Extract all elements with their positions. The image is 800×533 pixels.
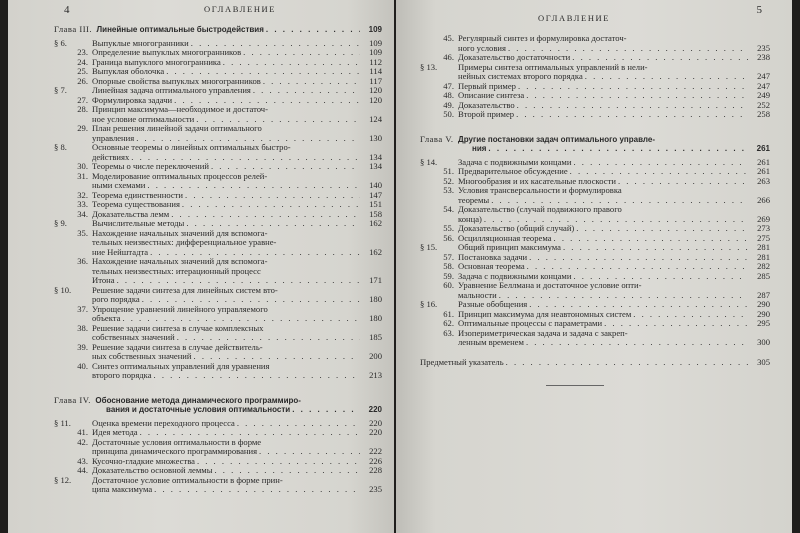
entry-text: Линейные оптимальные быстродействия [96,25,264,34]
section-number: § 8. [54,142,67,152]
entry-text: тельных неизвестных: дифференциальное уравне- [92,237,277,247]
entry-text: ния [472,144,487,153]
page-ref: 109 [369,37,382,48]
subsection-number: 25. [77,66,88,76]
subsection-number: 38. [77,322,88,333]
entry-text: вания и достаточные условия оптимальности [106,405,291,414]
section-entry [54,286,382,305]
entry-text: Кусочно-гладкие множества [92,455,195,466]
leader-dots [515,101,748,111]
entry-text: объекта [92,313,121,323]
entry-line [420,144,770,154]
subsection-number: 49. [443,99,454,110]
leader-dots [221,58,360,68]
subsection-number: 54. [443,204,454,214]
entry-text: Разные обобщения [458,299,528,309]
subsection-entry [420,329,770,348]
page-ref: 266 [757,194,770,205]
page-ref: 290 [757,308,770,319]
entry-text: Основные теоремы о линейных оптимальных быстро- [92,142,291,152]
leader-dots [169,210,360,220]
page-ref: 162 [369,218,382,228]
leader-dots [583,72,748,82]
entry-text: второго порядка [92,370,152,380]
subsection-number: 43. [77,455,88,466]
leader-dots [561,243,748,253]
subsection-number: 55. [443,223,454,233]
entry-line [92,124,382,134]
subsection-number: 58. [443,261,454,271]
page-ref: 117 [369,75,382,86]
page-ref: 275 [757,232,770,243]
entry-text: Идея метода [92,427,138,437]
page-ref: 200 [369,351,382,361]
right-page [396,0,792,533]
spacer [420,120,770,130]
subsection-number: 45. [443,33,454,43]
entry-text: Уравнение Беллмана и достаточное условие опти- [458,280,642,290]
entry-text: Синтез оптимальных управлений для уравнения [92,360,270,371]
entry-body [92,362,382,381]
subsection-number: 44. [77,465,88,475]
leader-dots [183,191,360,201]
page-ref: 220 [369,427,382,437]
entry-text: Обоснование метода динамического программиро- [95,395,301,405]
page-ref: 140 [369,180,382,190]
page-ref: 171 [369,275,382,285]
entry-text: Достаточное условие оптимальности в форме прин- [92,474,283,485]
page-ref: 252 [757,99,770,110]
page-ref: 235 [369,484,382,494]
entry-text: Первый пример [458,80,516,91]
subsection-entry [420,186,770,205]
subsection-entry [54,343,382,362]
page-ref: 287 [757,289,770,300]
page-ref: 261 [756,144,770,153]
entry-text: собственных значений [92,332,175,342]
entry-body [92,286,382,305]
section-number: § 11. [54,417,71,428]
subsection-number: 50. [443,109,454,119]
entry-text: Нахождение начальных значений для вспомога- [92,256,268,266]
entry-text: действиях [92,151,130,162]
chapter-entry [54,25,382,35]
entry-text: ние Нейштадта [92,246,149,257]
subsection-entry [54,172,382,191]
section-number: § 6. [54,37,67,48]
page-ref: 282 [757,261,770,271]
leader-dots [152,371,360,381]
entry-text: Определение выпуклых многогранников [92,47,242,57]
leader-dots [152,485,360,495]
entry-text: Принцип максимума—необходимое и достаточ- [92,104,268,114]
subsection-number: 36. [77,256,88,266]
subsection-number: 28. [77,104,88,114]
entry-body [458,329,770,348]
subsection-number: 59. [443,270,454,281]
entry-body [92,172,382,191]
page-ref: 273 [757,223,770,233]
entry-text: Опорные свойства выпуклых многогранников [92,75,261,86]
leader-dots [571,158,748,168]
chapter-entry [54,396,382,415]
entry-text: Вычислительные методы [92,218,185,228]
chapter-label: Глава V. [420,133,454,144]
entry-text: Доказательство [458,99,515,110]
page-ref: 222 [369,446,382,456]
page-ref: 238 [757,52,770,62]
page-ref: 158 [369,208,382,219]
entry-text: Выпуклые многогранники [92,37,189,48]
subsection-entry [54,257,382,286]
section-number: § 13. [420,61,438,72]
entry-body [458,34,770,53]
entry-text: Граница выпуклого многогранника [92,56,221,67]
subsection-entry [420,205,770,224]
entry-text: Регулярный синтез и формулировка достаточ- [458,33,627,43]
subsection-number: 60. [443,280,454,290]
subsection-number: 24. [77,56,88,67]
entry-line [458,338,770,348]
page-ref: 213 [369,370,382,380]
subsection-number: 41. [77,427,88,437]
leader-dots [261,77,360,87]
page-ref: 151 [369,199,382,209]
chapter-title [54,25,382,35]
entry-text: Примеры синтеза оптимальных управлений в нели- [458,61,648,72]
page-ref: 290 [757,299,770,309]
spacer [420,348,770,358]
page-ref: 162 [369,246,382,257]
entry-body [92,343,382,362]
subsection-entry [54,124,382,143]
entry-text: Постановка задачи [458,251,528,262]
page-ref: 220 [369,417,382,428]
leader-dots [251,86,360,96]
subsection-number: 52. [443,175,454,186]
entry-text: ных собственных значений [92,351,192,361]
page-ref: 247 [757,80,770,91]
page-ref: 305 [757,356,770,367]
page-ref: 228 [369,465,382,475]
subsection-entry [420,110,770,120]
entry-text: конца) [458,213,482,224]
entry-text: рого порядка [92,294,140,304]
entry-text: нейных системах второго порядка [458,71,583,81]
entry-text: Другие постановки задач оптимального управле- [458,134,655,144]
leader-dots [290,405,360,415]
entry-text: Теорема единственности [92,189,184,200]
subsection-number: 57. [443,251,454,262]
leader-dots [195,457,360,467]
subsection-number: 51. [443,166,454,176]
section-number: § 9. [54,218,67,228]
page-ref: 285 [757,270,770,281]
page-ref: 220 [368,405,382,414]
subsection-entry [54,229,382,258]
entry-body [92,105,382,124]
entry-text: Линейная задача оптимального управления [92,85,251,95]
entry-line [420,135,770,145]
subsection-number: 62. [443,318,454,328]
entry-body [92,257,382,286]
entry-text: мальности [458,289,497,300]
chapter-title [420,135,770,154]
subsection-number: 56. [443,232,454,243]
page-ref: 134 [369,151,382,162]
entry-body [92,324,382,343]
subsection-entry [54,438,382,457]
subsection-number: 40. [77,360,88,371]
page-ref: 124 [369,113,382,124]
entry-body [458,205,770,224]
section-entry [54,476,382,495]
toc-list [420,34,770,367]
subsection-number: 32. [77,189,88,200]
page-ref: 249 [757,90,770,100]
subsection-number: 42. [77,436,88,447]
page-ref: 120 [369,85,382,95]
entry-text: ного условия [458,42,506,53]
section-divider [546,385,604,386]
leader-dots [527,253,748,263]
leader-dots [264,25,360,35]
entry-text: ципа максимума [92,484,153,494]
entry-text: Достаточные условия оптимальности в форме [92,436,262,447]
section-entry [420,63,770,82]
running-head: ОГЛАВЛЕНИЕ [538,13,611,23]
entry-line [420,358,770,368]
entry-text: Второй пример [458,109,515,119]
leader-dots [574,224,748,234]
entry-text: принципа динамического программирования [92,446,258,456]
subsection-number: 47. [443,80,454,91]
subsection-entry [54,305,382,324]
page-ref: 261 [757,156,770,167]
subsection-number: 35. [77,227,88,238]
subsection-number: 27. [77,94,88,105]
section-number: § 16. [420,299,438,309]
entry-text: управления [92,132,135,143]
chapter-entry [420,135,770,154]
entry-body [458,63,770,82]
spacer [54,381,382,391]
subsection-number: 30. [77,161,88,171]
entry-line [458,110,770,120]
entry-text: Предметный указатель [420,356,504,367]
entry-text: ными схемами [92,180,146,190]
entry-line [458,186,770,196]
page-ref: 180 [369,313,382,323]
toc-list [54,20,382,495]
leader-dots [552,234,748,244]
entry-text: Основная теорема [458,261,525,271]
leader-dots [514,110,748,120]
entry-text: Доказательство основной леммы [92,465,213,475]
page-ref: 180 [369,294,382,304]
section-entry [54,143,382,162]
entry-text: Теоремы о числе переключений [92,161,209,171]
entry-text: ное условие оптимальности [92,113,195,124]
entry-text: Многообразия и их касательные плоскости [458,175,616,186]
subsection-number: 29. [77,123,88,133]
entry-body [92,143,382,162]
entry-body [420,358,770,368]
page-ref: 109 [369,47,382,57]
leader-dots [524,338,748,348]
leader-dots [504,358,748,368]
entry-text: Оптимальные процессы с параметрами [458,318,603,328]
page-ref: 226 [369,455,382,466]
page-ref: 281 [757,242,770,252]
subsection-entry [54,324,382,343]
subsection-number: 46. [443,52,454,62]
subsection-number: 63. [443,327,454,338]
leader-dots [524,91,748,101]
entry-text: Доказательство (случай подвижного правого [458,204,622,214]
page-ref: 147 [369,189,382,200]
entry-text: Осцилляционная теорема [458,232,552,243]
entry-body [92,229,382,258]
page-ref: 185 [369,332,382,342]
page-ref: 258 [757,109,770,119]
entry-line [92,143,382,153]
entry-body [458,281,770,300]
page-ref: 281 [757,251,770,262]
entry-body [92,305,382,324]
entry-text: Описание синтеза [458,90,525,100]
entry-text: Доказательство (общий случай) [458,223,575,233]
entry-text: Принцип максимума для неавтономных систем [458,308,632,319]
subsection-number: 61. [443,308,454,319]
entry-text: Выпуклая оболочка [92,66,165,76]
entry-text: Условия трансверсальности и формулировка [458,185,622,195]
entry-text: Задача с подвижными концами [458,156,572,167]
entry-line [92,305,382,315]
entry-text: Решение задачи синтеза для линейных систем вто- [92,284,278,295]
chapter-label: Глава III. [54,24,93,34]
section-number: § 7. [54,85,67,95]
subsection-number: 23. [77,47,88,57]
entry-text: Общий принцип максимума [458,242,561,252]
section-number: § 14. [420,156,438,167]
leader-dots [497,291,748,301]
entry-body [458,110,770,120]
entry-line [92,485,382,495]
entry-text: Нахождение начальных значений для вспомога- [92,227,268,238]
subsection-number: 31. [77,170,88,181]
entry-text: Итона [92,275,115,285]
entry-text: Оценка времени переходного процесса [92,417,235,428]
entry-line [458,205,770,215]
subsection-number: 33. [77,199,88,209]
section-number: § 10. [54,284,72,295]
entry-text: Задача с подвижными концами [458,270,572,281]
entry-line [92,371,382,381]
entry-line [458,281,770,291]
entry-text: Изопериметрическая задача и задача с закреп- [458,327,628,338]
leader-dots [257,447,360,457]
entry-line [54,396,382,406]
subsection-entry [54,105,382,124]
entry-text: План решения линейной задачи оптимального [92,123,262,133]
page-ref: 114 [369,66,382,76]
page-ref: 112 [369,56,382,67]
page-ref: 261 [757,166,770,176]
page-ref: 120 [369,94,382,105]
page-ref: 295 [757,318,770,328]
leader-dots [241,48,360,58]
page-number: 5 [756,4,762,16]
section-number: § 15. [420,242,438,252]
section-number: § 12. [54,474,72,485]
subsection-number: 26. [77,75,88,86]
entry-text: Решение задачи синтеза в случае действитель- [92,341,263,352]
subsection-number: 53. [443,185,454,195]
subsection-entry [420,34,770,53]
leader-dots [631,310,748,320]
entry-text: Доказательства лемм [92,208,170,219]
entry-text: Решение задачи синтеза в случае комплексных [92,322,264,333]
leader-dots [516,82,748,92]
page-ref: 134 [369,161,382,171]
entry-body [92,476,382,495]
entry-text: тельных неизвестных: итерационный процесс [92,265,261,276]
subsection-number: 48. [443,90,454,100]
index-entry [420,358,770,368]
page-ref: 269 [757,213,770,224]
page-number: 4 [64,4,70,16]
page-ref: 109 [368,25,382,34]
subsection-number: 34. [77,208,88,219]
entry-text: Формулировка задачи [92,94,173,105]
left-page [8,0,394,533]
page-ref: 263 [757,175,770,186]
entry-text: теоремы [458,194,490,205]
chapter-title [54,396,382,415]
entry-text: ленным временем [458,337,524,347]
page-ref: 247 [757,71,770,81]
chapter-label: Глава IV. [54,394,91,405]
entry-text: Теорема существования [92,199,180,209]
leader-dots [180,200,360,210]
entry-text: Предварительное обсуждение [458,166,568,176]
leader-dots [235,419,360,429]
entry-line [92,267,382,277]
entry-body [92,124,382,143]
subsection-entry [420,281,770,300]
leader-dots [616,177,748,187]
page-ref: 235 [757,42,770,53]
entry-line [54,25,382,35]
entry-text: Доказательство достаточности [458,52,571,62]
entry-body [92,438,382,457]
running-head: ОГЛАВЛЕНИЕ [204,4,277,14]
entry-body [458,186,770,205]
subsection-number: 39. [77,341,88,352]
page-ref: 130 [369,132,382,143]
subsection-entry [54,362,382,381]
subsection-number: 37. [77,303,88,314]
page-ref: 300 [757,337,770,347]
leader-dots [486,144,748,154]
entry-text: Упрощение уравнений линейного управляемого [92,303,268,314]
entry-line [54,405,382,415]
entry-text: Моделирование оптимальных процессов релей- [92,170,268,181]
